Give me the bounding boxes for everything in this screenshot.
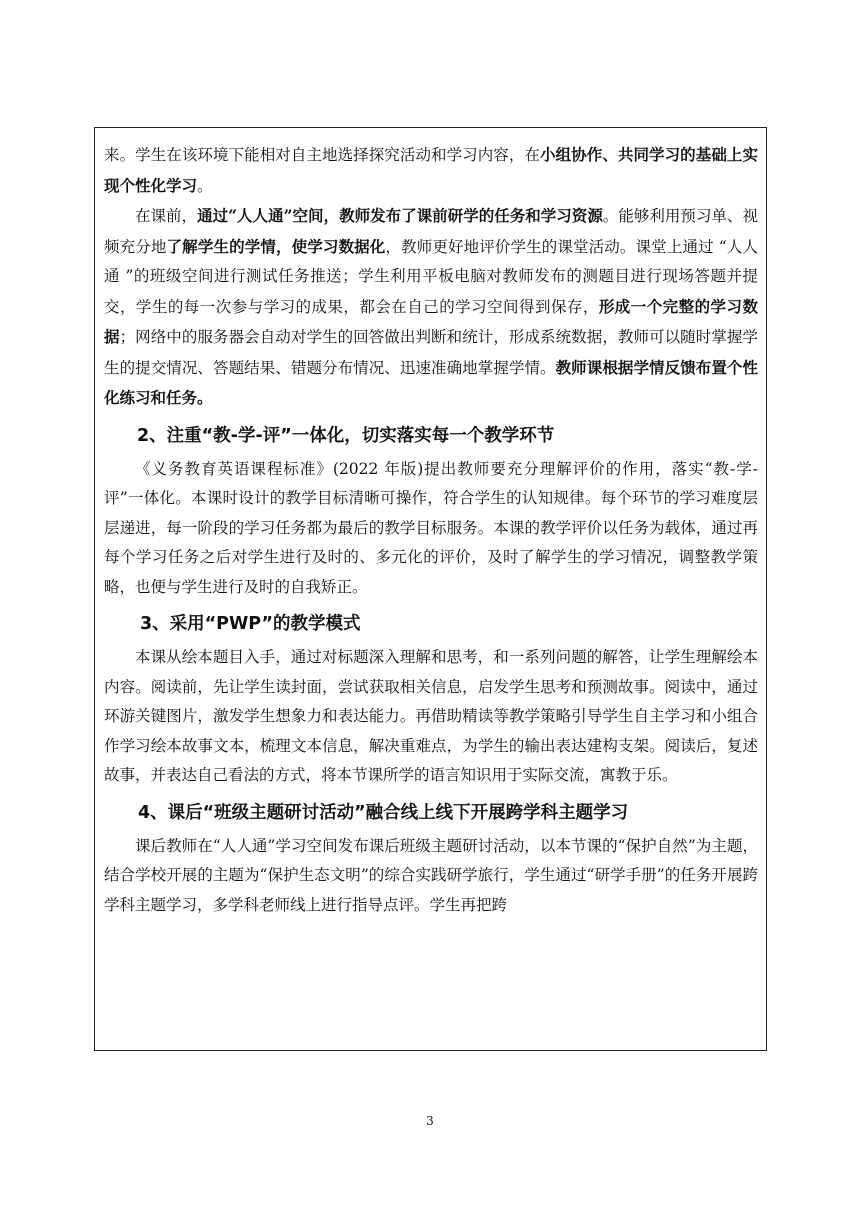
text-run-bold: 了解学生的学情，使学习数据化 bbox=[166, 236, 386, 256]
paragraph-section-3: 本课从绘本题目入手，通过对标题深入理解和思考，和一系列问题的解答，让学生理解绘本内容。阅读前，先让学生读封面，尝试获取相关信息，启发学生思考和预测故事。阅读中，通过环游关键图片，激发学生想象力和表达能力。再借助精读等教学策略引导学生自主学习和小组合作学习绘本故事文本，梳理文本信息，解决重难点，为学生的输出表达建构支架。阅读后，复述故事，并表达自己看法的方式，将本节课所学的语言知识用于实际交流，寓教于乐。 bbox=[104, 648, 758, 784]
text-run-bold: 通过“人人通”空间，教师发布了课前研学的任务和学习资源 bbox=[197, 206, 603, 225]
paragraph-intro bbox=[104, 140, 758, 201]
text-run: 。 bbox=[197, 176, 213, 195]
text-run: ，教师更好地评价学生的课堂活动。课堂上通过 “人人通 ”的班级空间进行测试任务推送；学生利用平板电脑对教师发布的测题目进行现场答题并提交，学生的每一次参与学习的成果，都会在自己的学习空间得到保存， bbox=[104, 237, 758, 316]
text-run-bold: 小组协作、共同学习的基础上实现个性化学习 bbox=[104, 145, 758, 195]
section-heading-4: 4、课后“班级主题研讨活动”融合线上线下开展跨学科主题学习 bbox=[138, 802, 629, 823]
section-heading-2: 2、注重“教-学-评”一体化，切实落实每一个教学环节 bbox=[137, 425, 555, 446]
paragraph-preclass bbox=[104, 201, 758, 414]
text-run: 来。学生在该环境下能相对自主地选择探究活动和学习内容，在 bbox=[104, 146, 541, 164]
paragraph-section-2: 《义务教育英语课程标准》(2022 年版)提出教师要充分理解评价的作用，落实“教-学-评”一体化。本课时设计的教学目标清晰可操作，符合学生的认知规律。每个环节的学习难度层层递进，每一阶段的学习任务都为最后的教学目标服务。本课的教学评价以任务为载体，通过再每个学习任务之后对学生进行及时的、多元化的评价，及时了解学生的学习情况，调整教学策略，也便与学生进行及时的自我矫正。 bbox=[104, 459, 758, 596]
text-run: ；网络中的服务器会自动对学生的回答做出判断和统计，形成系统数据，教师可以随时掌握学生的提交情况、答题结果、错题分布情况、迅速准确地掌握学情。 bbox=[104, 328, 758, 377]
paragraph-section-4: 课后教师在“人人通”学习空间发布课后班级主题研讨活动，以本节课的“保护自然”为主题，结合学校开展的主题为“保护生态文明”的综合实践研学旅行，学生通过“研学手册”的任务开展跨学科主题学习，多学科老师线上进行指导点评。学生再把跨 bbox=[104, 836, 758, 914]
text-run: 。能够利用预习单、视频充分地 bbox=[104, 207, 758, 256]
section-heading-3: 3、采用“PWP”的教学模式 bbox=[140, 614, 361, 634]
page-number: 3 bbox=[426, 1114, 434, 1128]
document-body bbox=[104, 140, 758, 920]
text-run-bold: 教师课根据学情反馈布置个性化练习和任务。 bbox=[104, 357, 758, 407]
text-run-bold: 形成一个完整的学习数据 bbox=[104, 296, 758, 346]
text-run: 在课前， bbox=[135, 207, 198, 225]
